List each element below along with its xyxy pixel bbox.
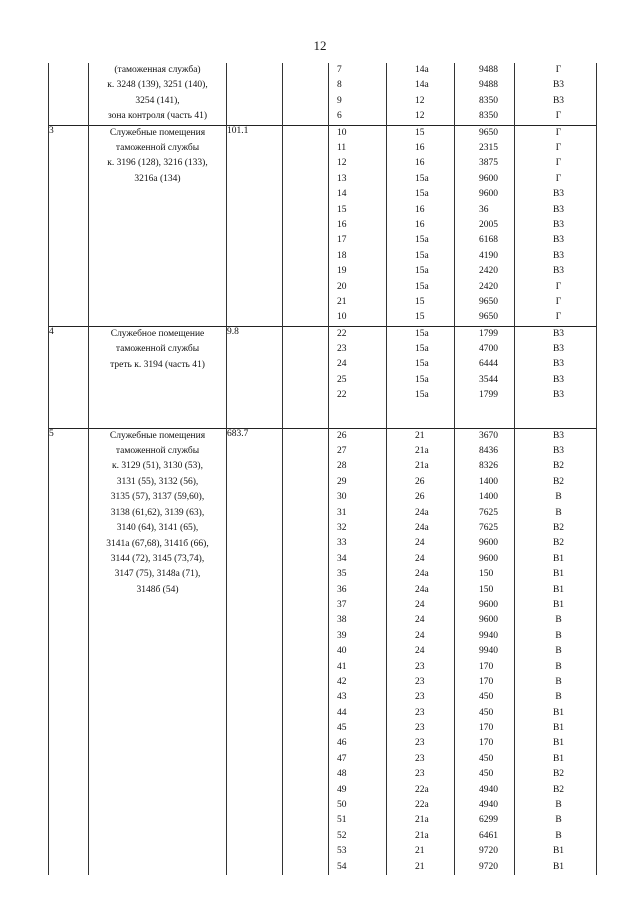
coordinate-value: 9720 xyxy=(479,846,498,857)
section-number: 4 xyxy=(49,326,89,428)
zone-code: 15а xyxy=(415,173,429,184)
category-code: В1 xyxy=(552,707,565,718)
coordinate-value: 6461 xyxy=(479,830,498,841)
coordinate-value-column xyxy=(455,125,515,326)
point-number-column xyxy=(329,428,387,875)
category-code: В1 xyxy=(552,553,565,564)
point-number: 32 xyxy=(337,523,347,533)
section-number xyxy=(49,63,89,125)
point-number: 42 xyxy=(337,676,347,687)
zone-code: 24 xyxy=(415,599,425,610)
zone-code: 15а xyxy=(415,328,429,339)
coordinate-value: 9940 xyxy=(479,630,498,641)
coordinate-value: 450 xyxy=(479,769,494,780)
coordinate-value: 9650 xyxy=(479,312,498,323)
coordinate-value: 4940 xyxy=(479,784,498,795)
point-number: 12 xyxy=(337,158,347,169)
point-number: 25 xyxy=(337,374,347,385)
zone-code: 16 xyxy=(415,219,425,230)
point-number: 44 xyxy=(337,707,347,718)
zone-code: 21 xyxy=(415,430,425,441)
zone-code: 21 xyxy=(415,861,425,872)
coordinate-value: 9600 xyxy=(479,538,498,549)
category-code: В3 xyxy=(552,235,565,246)
category-code: Г xyxy=(555,173,562,184)
zone-code: 22а xyxy=(415,784,429,795)
category-code: В2 xyxy=(552,523,565,533)
coordinate-value: 9600 xyxy=(479,615,498,626)
description-line: 3216а (134) xyxy=(134,173,181,184)
zone-code: 21а xyxy=(415,815,429,826)
coordinate-value: 9650 xyxy=(479,127,498,138)
coordinate-value: 1400 xyxy=(479,492,498,503)
category-code: В3 xyxy=(552,328,565,339)
zone-code: 24а xyxy=(415,584,429,595)
category-code: В2 xyxy=(552,461,565,472)
point-number: 41 xyxy=(337,661,347,672)
point-number: 21 xyxy=(337,296,347,307)
category-code: В3 xyxy=(552,266,565,277)
point-number: 22 xyxy=(337,328,347,339)
section-number: 5 xyxy=(49,428,89,875)
point-number: 22 xyxy=(337,390,347,401)
category-code: В1 xyxy=(552,738,565,749)
point-number: 6 xyxy=(337,111,342,122)
zone-code: 24 xyxy=(415,615,425,626)
coordinate-value: 9600 xyxy=(479,599,498,610)
point-number: 49 xyxy=(337,784,347,795)
description-line: 3141а (67,68), 3141б (66), xyxy=(106,538,209,549)
section-description xyxy=(89,63,227,125)
description-line: 3148б (54) xyxy=(136,584,179,595)
coordinate-value: 1799 xyxy=(479,390,498,401)
description-line: таможенной службы xyxy=(115,446,200,457)
category-code: В xyxy=(555,615,562,626)
zone-code: 15а xyxy=(415,250,429,261)
point-number: 8 xyxy=(337,80,342,91)
coordinate-value-column xyxy=(455,326,515,428)
coordinate-value: 6299 xyxy=(479,815,498,826)
point-number: 35 xyxy=(337,569,347,580)
category-code: Г xyxy=(555,127,562,138)
category-code: В xyxy=(555,800,562,811)
coordinate-value: 7625 xyxy=(479,507,498,518)
coordinate-value: 170 xyxy=(479,661,494,672)
point-number: 19 xyxy=(337,266,347,277)
point-number-column xyxy=(329,125,387,326)
coordinate-value: 2420 xyxy=(479,281,498,292)
description-line: к. 3248 (139), 3251 (140), xyxy=(107,80,208,91)
category-code: В xyxy=(555,676,562,687)
point-number: 40 xyxy=(337,646,347,657)
zone-code: 14а xyxy=(415,80,429,91)
zone-code: 21 xyxy=(415,846,425,857)
point-number: 52 xyxy=(337,830,347,841)
category-code: В1 xyxy=(552,723,565,734)
section-description xyxy=(89,125,227,326)
category-code: Г xyxy=(555,312,562,323)
point-number: 17 xyxy=(337,235,347,246)
point-number: 39 xyxy=(337,630,347,641)
zone-code: 22а xyxy=(415,800,429,811)
zone-code: 15 xyxy=(415,296,425,307)
point-number: 48 xyxy=(337,769,347,780)
coordinate-value: 36 xyxy=(479,204,489,215)
coordinate-value: 9940 xyxy=(479,646,498,657)
point-number: 33 xyxy=(337,538,347,549)
coordinate-value: 450 xyxy=(479,707,494,718)
point-number: 10 xyxy=(337,127,347,138)
coordinate-value: 8436 xyxy=(479,446,498,457)
coordinates-table xyxy=(48,63,597,875)
table-row xyxy=(49,125,597,326)
point-number: 43 xyxy=(337,692,347,703)
point-number: 36 xyxy=(337,584,347,595)
zone-code-column xyxy=(387,326,455,428)
point-number: 20 xyxy=(337,281,347,292)
category-code: В1 xyxy=(552,861,565,872)
coordinate-value: 4700 xyxy=(479,344,498,355)
point-number: 23 xyxy=(337,344,347,355)
category-code: В xyxy=(555,815,562,826)
zone-code: 26 xyxy=(415,476,425,487)
description-line: к. 3196 (128), 3216 (133), xyxy=(107,158,208,169)
category-code-column xyxy=(515,326,597,428)
zone-code: 15а xyxy=(415,235,429,246)
category-code: Г xyxy=(555,65,562,75)
category-code: В2 xyxy=(552,769,565,780)
point-number: 46 xyxy=(337,738,347,749)
coordinate-value: 3544 xyxy=(479,374,498,385)
coordinate-value: 8326 xyxy=(479,461,498,472)
point-number: 13 xyxy=(337,173,347,184)
description-line: 3135 (57), 3137 (59,60), xyxy=(110,492,205,503)
coordinate-value: 3875 xyxy=(479,158,498,169)
category-code: В3 xyxy=(552,189,565,200)
category-code-column xyxy=(515,428,597,875)
category-code: В3 xyxy=(552,219,565,230)
category-code: В xyxy=(555,630,562,641)
coordinate-value: 9600 xyxy=(479,553,498,564)
empty-column xyxy=(283,326,329,428)
category-code: В3 xyxy=(552,204,565,215)
zone-code-column xyxy=(387,63,455,125)
description-line: 3131 (55), 3132 (56), xyxy=(116,476,199,487)
coordinate-value: 8350 xyxy=(479,111,498,122)
zone-code: 16 xyxy=(415,158,425,169)
zone-code: 23 xyxy=(415,753,425,764)
point-number: 10 xyxy=(337,312,347,323)
zone-code: 12 xyxy=(415,95,425,106)
description-line: таможенной службы xyxy=(115,143,200,154)
coordinate-value-column xyxy=(455,63,515,125)
category-code: В xyxy=(555,830,562,841)
section-area: 9.8 xyxy=(227,326,283,428)
section-description xyxy=(89,326,227,428)
coordinate-value: 9600 xyxy=(479,173,498,184)
zone-code: 15а xyxy=(415,359,429,370)
point-number: 29 xyxy=(337,476,347,487)
category-code: В3 xyxy=(552,390,565,401)
zone-code: 21а xyxy=(415,830,429,841)
section-area xyxy=(227,63,283,125)
coordinate-value: 150 xyxy=(479,569,494,580)
zone-code: 16 xyxy=(415,204,425,215)
zone-code: 21а xyxy=(415,446,429,457)
section-area: 101.1 xyxy=(227,125,283,326)
category-code: В1 xyxy=(552,846,565,857)
description-line: зона контроля (часть 41) xyxy=(107,111,208,122)
point-number: 24 xyxy=(337,359,347,370)
point-number: 38 xyxy=(337,615,347,626)
zone-code: 15 xyxy=(415,127,425,138)
description-line: 3144 (72), 3145 (73,74), xyxy=(110,553,205,564)
zone-code: 26 xyxy=(415,492,425,503)
zone-code-column xyxy=(387,428,455,875)
description-line: 3140 (64), 3141 (65), xyxy=(116,523,199,534)
point-number: 27 xyxy=(337,446,347,457)
category-code: Г xyxy=(555,281,562,292)
description-line: (таможенная служба) xyxy=(114,65,201,75)
coordinate-value: 9600 xyxy=(479,189,498,200)
category-code: В1 xyxy=(552,584,565,595)
zone-code: 16 xyxy=(415,143,425,154)
category-code: В xyxy=(555,646,562,657)
coordinate-value: 9488 xyxy=(479,65,498,75)
category-code: В3 xyxy=(552,430,565,441)
coordinate-value: 170 xyxy=(479,738,494,749)
category-code: В2 xyxy=(552,784,565,795)
point-number: 34 xyxy=(337,553,347,564)
section-number: 3 xyxy=(49,125,89,326)
point-number-column xyxy=(329,326,387,428)
coordinate-value: 170 xyxy=(479,723,494,734)
zone-code: 15а xyxy=(415,281,429,292)
zone-code: 23 xyxy=(415,661,425,672)
category-code-column xyxy=(515,63,597,125)
description-line: Служебные помещения xyxy=(109,127,206,138)
coordinate-value: 4940 xyxy=(479,800,498,811)
zone-code: 24а xyxy=(415,569,429,580)
coordinate-value: 2005 xyxy=(479,219,498,230)
coordinate-value: 450 xyxy=(479,692,494,703)
description-line: Служебные помещения xyxy=(109,430,206,441)
zone-code: 24 xyxy=(415,538,425,549)
coordinate-value-column xyxy=(455,428,515,875)
zone-code: 23 xyxy=(415,692,425,703)
category-code: Г xyxy=(555,296,562,307)
zone-code: 15а xyxy=(415,266,429,277)
category-code: В2 xyxy=(552,476,565,487)
table-row xyxy=(49,63,597,125)
coordinate-value: 450 xyxy=(479,753,494,764)
coordinate-value: 9720 xyxy=(479,861,498,872)
coordinate-value: 4190 xyxy=(479,250,498,261)
category-code: В3 xyxy=(552,446,565,457)
coordinate-value: 8350 xyxy=(479,95,498,106)
category-code: В3 xyxy=(552,95,565,106)
point-number: 16 xyxy=(337,219,347,230)
zone-code: 24а xyxy=(415,523,429,533)
category-code: В1 xyxy=(552,599,565,610)
description-line: 3147 (75), 3148а (71), xyxy=(114,569,201,580)
empty-column xyxy=(283,125,329,326)
category-code: В3 xyxy=(552,250,565,261)
point-number-column xyxy=(329,63,387,125)
category-code: В xyxy=(555,661,562,672)
coordinate-value: 1799 xyxy=(479,328,498,339)
zone-code: 15а xyxy=(415,374,429,385)
point-number: 31 xyxy=(337,507,347,518)
point-number: 15 xyxy=(337,204,347,215)
coordinate-value: 150 xyxy=(479,584,494,595)
section-description xyxy=(89,428,227,875)
category-code: В3 xyxy=(552,80,565,91)
zone-code: 23 xyxy=(415,707,425,718)
zone-code: 15а xyxy=(415,189,429,200)
coordinate-value: 9488 xyxy=(479,80,498,91)
category-code: В2 xyxy=(552,538,565,549)
coordinate-value: 170 xyxy=(479,676,494,687)
zone-code: 23 xyxy=(415,676,425,687)
point-number: 54 xyxy=(337,861,347,872)
category-code: В3 xyxy=(552,344,565,355)
coordinate-value: 2420 xyxy=(479,266,498,277)
point-number: 47 xyxy=(337,753,347,764)
table-row xyxy=(49,428,597,875)
zone-code: 15 xyxy=(415,312,425,323)
description-line: 3138 (61,62), 3139 (63), xyxy=(110,507,205,518)
coordinate-value: 7625 xyxy=(479,523,498,533)
category-code: В xyxy=(555,507,562,518)
point-number: 45 xyxy=(337,723,347,734)
description-line: к. 3129 (51), 3130 (53), xyxy=(112,461,203,472)
description-line: треть к. 3194 (часть 41) xyxy=(110,359,205,370)
coordinate-value: 9650 xyxy=(479,296,498,307)
section-area: 683.7 xyxy=(227,428,283,875)
point-number: 53 xyxy=(337,846,347,857)
category-code: Г xyxy=(555,158,562,169)
description-line: таможенной службы xyxy=(115,344,200,355)
category-code: В1 xyxy=(552,569,565,580)
zone-code: 24а xyxy=(415,507,429,518)
category-code: В3 xyxy=(552,374,565,385)
point-number: 37 xyxy=(337,599,347,610)
category-code: Г xyxy=(555,143,562,154)
point-number: 30 xyxy=(337,492,347,503)
category-code: В xyxy=(555,492,562,503)
zone-code: 23 xyxy=(415,723,425,734)
point-number: 26 xyxy=(337,430,347,441)
coordinate-value: 6168 xyxy=(479,235,498,246)
zone-code: 21а xyxy=(415,461,429,472)
zone-code: 24 xyxy=(415,553,425,564)
point-number: 11 xyxy=(337,143,347,154)
point-number: 28 xyxy=(337,461,347,472)
empty-column xyxy=(283,428,329,875)
category-code: Г xyxy=(555,111,562,122)
point-number: 50 xyxy=(337,800,347,811)
point-number: 18 xyxy=(337,250,347,261)
coordinate-value: 1400 xyxy=(479,476,498,487)
category-code: В3 xyxy=(552,359,565,370)
category-code: В1 xyxy=(552,753,565,764)
zone-code: 23 xyxy=(415,738,425,749)
page-number: 12 xyxy=(313,38,327,53)
point-number: 51 xyxy=(337,815,347,826)
zone-code: 24 xyxy=(415,646,425,657)
zone-code: 15а xyxy=(415,390,429,401)
category-code: В xyxy=(555,692,562,703)
table-row xyxy=(49,326,597,428)
coordinate-value: 6444 xyxy=(479,359,498,370)
coordinate-value: 2315 xyxy=(479,143,498,154)
point-number: 9 xyxy=(337,95,342,106)
empty-column xyxy=(283,63,329,125)
point-number: 14 xyxy=(337,189,347,200)
zone-code: 15а xyxy=(415,344,429,355)
category-code-column xyxy=(515,125,597,326)
coordinate-value: 3670 xyxy=(479,430,498,441)
zone-code: 24 xyxy=(415,630,425,641)
point-number: 7 xyxy=(337,65,342,75)
zone-code: 14а xyxy=(415,65,429,75)
zone-code-column xyxy=(387,125,455,326)
description-line: 3254 (141), xyxy=(135,95,180,106)
zone-code: 23 xyxy=(415,769,425,780)
description-line: Служебное помещение xyxy=(110,328,205,339)
zone-code: 12 xyxy=(415,111,425,122)
